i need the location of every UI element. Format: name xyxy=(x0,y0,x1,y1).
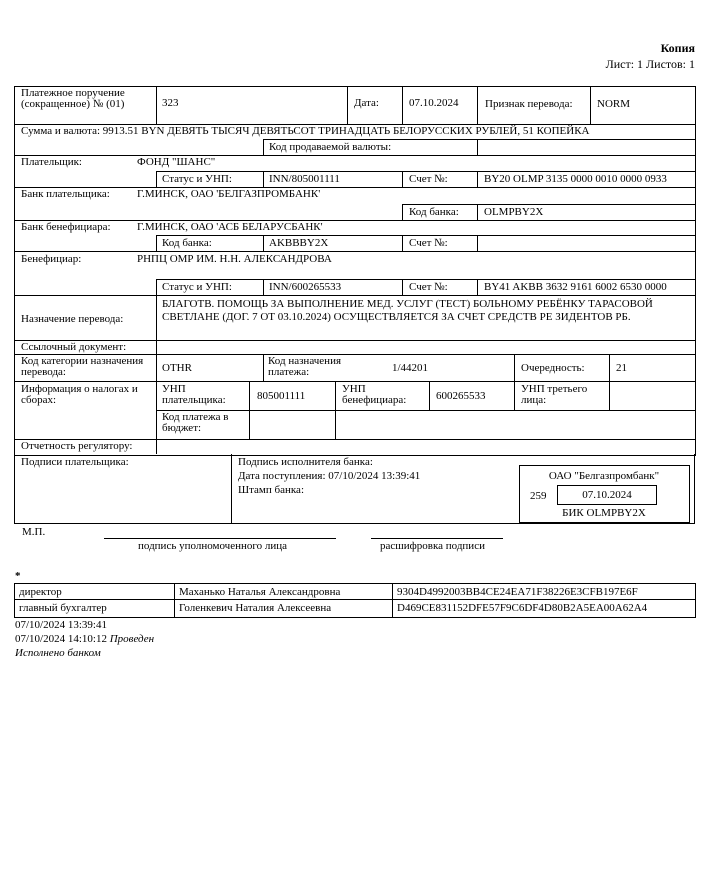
order-date-label: Дата: xyxy=(354,97,379,109)
transfer-sign: NORM xyxy=(597,98,631,110)
order-date: 07.10.2024 xyxy=(409,97,459,109)
asterisk-mark: * xyxy=(15,570,21,582)
amount-line: Сумма и валюта: 9913.51 BYN ДЕВЯТЬ ТЫСЯЧ ДЕВЯТЬСОТ ТРИНАДЦАТЬ БЕЛОРУССКИХ РУБЛЕЙ, 51 КОПЕЙКА xyxy=(21,125,590,137)
priority-label: Очередность: xyxy=(521,362,585,374)
bank-exec-label: Подпись исполнителя банка: xyxy=(238,456,373,468)
benef-status: INN/600265533 xyxy=(269,281,342,293)
payer-label: Плательщик: xyxy=(21,156,82,168)
benef-bank-code: AKBBBY2X xyxy=(269,237,329,249)
copy-label: Копия xyxy=(660,41,695,55)
category-value: OTHR xyxy=(162,362,192,374)
payment-purpose-code: 1/44201 xyxy=(392,362,429,374)
mp-label: М.П. xyxy=(22,526,46,538)
beneficiary-label: Бенефициар: xyxy=(21,253,82,265)
received-datetime: Дата поступления: 07/10/2024 13:39:41 xyxy=(238,470,421,482)
bank-stamp-label: Штамп банка: xyxy=(238,484,304,496)
order-title: Платежное поручение (сокращенное) № (01) xyxy=(21,87,125,110)
stamp-bik: БИК OLMPBY2X xyxy=(562,507,646,519)
log-status: Проведен xyxy=(109,633,155,645)
signer-name: Голенкевич Наталия Алексеевна xyxy=(179,602,332,614)
signer-name: Маханько Наталья Александровна xyxy=(179,586,341,598)
reference-doc-label: Ссылочный документ: xyxy=(21,341,127,353)
log-line-3: Исполнено банком xyxy=(15,647,101,659)
taxes-label: Информация о налогах и сборах: xyxy=(21,383,138,406)
purpose-label: Назначение перевода: xyxy=(21,313,124,325)
beneficiary-name: РНПЦ ОМР ИМ. Н.Н. АЛЕКСАНДРОВА xyxy=(137,253,332,265)
payer-bank-label: Банк плательщика: xyxy=(21,188,110,200)
transfer-sign-label: Признак перевода: xyxy=(485,98,573,110)
sold-currency-label: Код продаваемой валюты: xyxy=(269,141,392,153)
payer-status: INN/805001111 xyxy=(269,173,340,185)
stamp-date: 07.10.2024 xyxy=(582,489,632,501)
log-line-2 xyxy=(15,633,154,645)
benef-bank-account-label: Счет №: xyxy=(409,237,448,249)
order-number: 323 xyxy=(162,97,179,109)
benef-account: BY41 AKBB 3632 9161 6002 6530 0000 xyxy=(484,281,667,293)
benef-unp: 600265533 xyxy=(436,390,486,402)
payer-account: BY20 OLMP 3135 0000 0010 0000 0933 xyxy=(484,173,667,185)
benef-bank-label: Банк бенефициара: xyxy=(21,221,111,233)
third-party-unp-label: УНП третьего лица: xyxy=(521,383,588,406)
budget-code-label: Код платежа в бюджет: xyxy=(162,411,229,434)
regulator-label: Отчетность регулятору: xyxy=(21,440,133,452)
sign-caption: подпись уполномоченного лица xyxy=(138,540,287,552)
signer-role: главный бухгалтер xyxy=(19,602,107,614)
priority-value: 21 xyxy=(616,362,627,374)
signer-hash: 9304D4992003BB4CE24EA71F38226E3CFB197E6F xyxy=(397,586,638,598)
signer-hash: D469CE831152DFE57F9C6DF4D80B2A5EA00A62A4 xyxy=(397,602,648,614)
log-line-1: 07/10/2024 13:39:41 xyxy=(15,619,107,631)
payer-name: ФОНД "ШАНС" xyxy=(137,156,216,168)
payer-bank-code: OLMPBY2X xyxy=(484,206,544,218)
purpose-text: БЛАГОТВ. ПОМОЩЬ ЗА ВЫПОЛНЕНИЕ МЕД. УСЛУГ (ТЕСТ) БОЛЬНОМУ РЕБЁНКУ ТАРАСОВОЙ СВЕТЛАНЕ (ДОГ. 7 ОТ 03.10.2024) ОСУЩЕСТВЛЯЕТСЯ ЗА СЧЕТ СРЕДСТВ РЕ ЗИДЕНТОВ РБ. xyxy=(162,298,653,323)
decode-caption: расшифровка подписи xyxy=(380,540,485,552)
payer-signatures-label: Подписи плательщика: xyxy=(21,456,129,468)
signer-role: директор xyxy=(19,586,62,598)
sheet-info: Лист: 1 Листов: 1 xyxy=(605,57,695,71)
log-time: 07/10/2024 14:10:12 xyxy=(15,633,107,645)
benef-unp-label: УНП бенефициара: xyxy=(342,383,407,406)
payer-status-label: Статус и УНП: xyxy=(162,173,232,185)
stamp-bank-name: ОАО "Белгазпромбанк" xyxy=(548,470,660,482)
benef-bank-name: Г.МИНСК, ОАО 'АСБ БЕЛАРУСБАНК' xyxy=(137,221,323,233)
benef-bank-code-label: Код банка: xyxy=(162,237,212,249)
benef-status-label: Статус и УНП: xyxy=(162,281,232,293)
category-label: Код категории назначения перевода: xyxy=(21,355,144,378)
stamp-number: 259 xyxy=(530,490,547,502)
payer-bank-name: Г.МИНСК, ОАО 'БЕЛГАЗПРОМБАНК' xyxy=(137,188,321,200)
payer-bank-code-label: Код банка: xyxy=(409,206,459,218)
payer-unp-label: УНП плательщика: xyxy=(162,383,226,406)
payer-unp: 805001111 xyxy=(257,390,306,402)
payer-account-label: Счет №: xyxy=(409,173,448,185)
benef-account-label: Счет №: xyxy=(409,281,448,293)
payment-purpose-label: Код назначения платежа: xyxy=(268,355,342,378)
